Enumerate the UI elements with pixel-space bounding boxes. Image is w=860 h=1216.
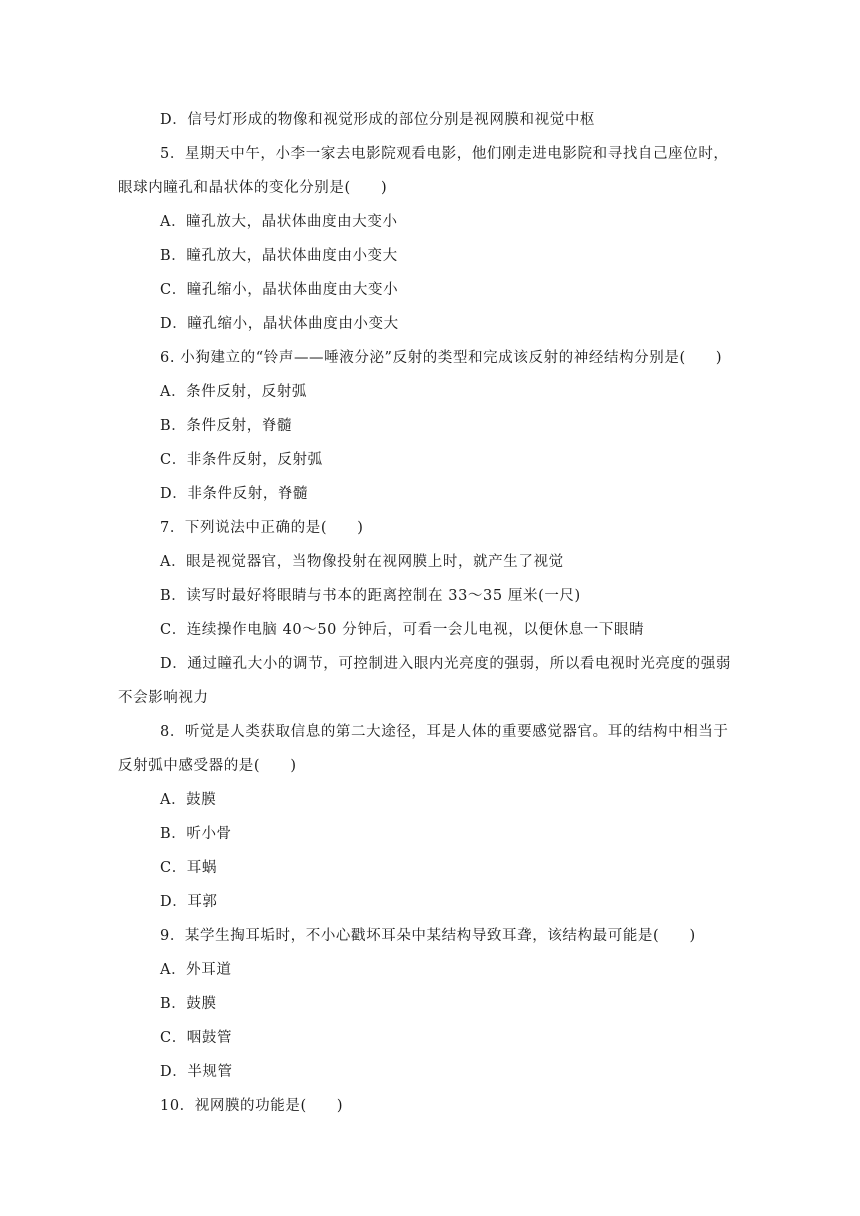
question-text: 6. 小狗建立的“铃声——唾液分泌”反射的类型和完成该反射的神经结构分别是( ) bbox=[160, 350, 723, 366]
answer-option: C．连续操作电脑 40～50 分钟后，可看一会儿电视，以便休息一下眼睛 bbox=[160, 622, 645, 638]
answer-option: C．耳蜗 bbox=[160, 860, 217, 876]
answer-option: B．瞳孔放大，晶状体曲度由小变大 bbox=[160, 248, 398, 264]
question-text: 7．下列说法中正确的是( ) bbox=[160, 520, 364, 536]
answer-option: B．听小骨 bbox=[160, 826, 232, 842]
answer-option: D．非条件反射，脊髓 bbox=[160, 486, 309, 502]
answer-option: A．瞳孔放大，晶状体曲度由大变小 bbox=[160, 214, 398, 230]
question-continuation: 反射弧中感受器的是( ) bbox=[118, 758, 297, 774]
answer-option: D．通过瞳孔大小的调节，可控制进入眼内光亮度的强弱，所以看电视时光亮度的强弱 bbox=[160, 656, 731, 672]
answer-option: D．耳郭 bbox=[160, 894, 218, 910]
answer-option: A．外耳道 bbox=[160, 962, 232, 978]
question-continuation: 不会影响视力 bbox=[118, 690, 209, 706]
answer-option: D．瞳孔缩小，晶状体曲度由小变大 bbox=[160, 316, 399, 332]
answer-option: A．鼓膜 bbox=[160, 792, 217, 808]
answer-option: C．瞳孔缩小，晶状体曲度由大变小 bbox=[160, 282, 399, 298]
answer-option: D．信号灯形成的物像和视觉形成的部位分别是视网膜和视觉中枢 bbox=[160, 112, 596, 128]
question-text: 9．某学生掏耳垢时，不小心戳坏耳朵中某结构导致耳聋，该结构最可能是( ) bbox=[160, 928, 696, 944]
answer-option: B．条件反射，脊髓 bbox=[160, 418, 293, 434]
answer-option: D．半规管 bbox=[160, 1064, 233, 1080]
answer-option: C．咽鼓管 bbox=[160, 1030, 233, 1046]
answer-option: A．条件反射，反射弧 bbox=[160, 384, 307, 400]
question-continuation: 眼球内瞳孔和晶状体的变化分别是( ) bbox=[118, 180, 388, 196]
question-text: 5．星期天中午，小李一家去电影院观看电影，他们刚走进电影院和寻找自己座位时， bbox=[160, 146, 729, 162]
question-text: 10．视网膜的功能是( ) bbox=[160, 1098, 344, 1114]
question-text: 8．听觉是人类获取信息的第二大途径，耳是人体的重要感觉器官。耳的结构中相当于 bbox=[160, 724, 729, 740]
answer-option: B．读写时最好将眼睛与书本的距离控制在 33～35 厘米(一尺) bbox=[160, 588, 581, 604]
answer-option: C．非条件反射，反射弧 bbox=[160, 452, 323, 468]
answer-option: A．眼是视觉器官，当物像投射在视网膜上时，就产生了视觉 bbox=[160, 554, 564, 570]
answer-option: B．鼓膜 bbox=[160, 996, 217, 1012]
